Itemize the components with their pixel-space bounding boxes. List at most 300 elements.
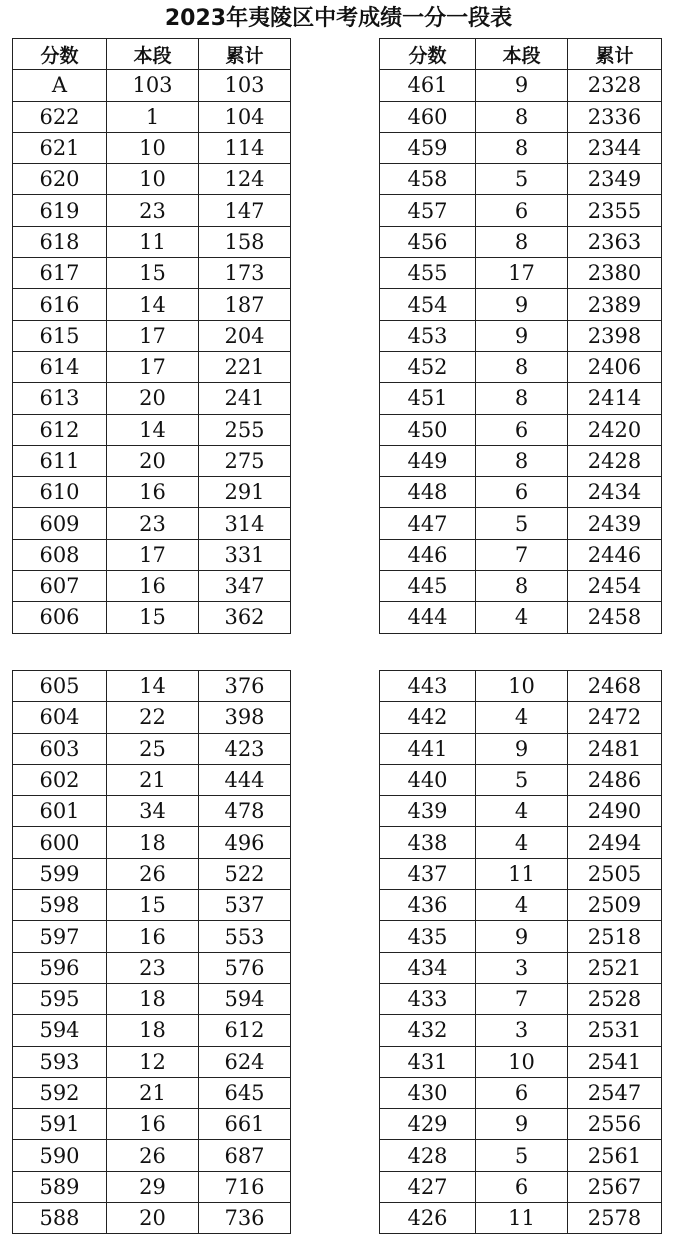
table-row — [13, 571, 291, 602]
cell-score: 460 — [380, 101, 476, 132]
cell-count: 9 — [476, 733, 568, 764]
cell-score: 434 — [380, 952, 476, 983]
cell-cumulative: 423 — [199, 733, 291, 764]
cell-count: 17 — [476, 258, 568, 289]
cell-count: 23 — [107, 508, 199, 539]
cell-score: 441 — [380, 733, 476, 764]
cell-score: 428 — [380, 1140, 476, 1171]
table-row — [13, 1140, 291, 1171]
cell-score: 612 — [13, 414, 107, 445]
cell-count: 7 — [476, 983, 568, 1014]
table-row — [380, 1203, 662, 1234]
cell-cumulative: 2518 — [568, 921, 662, 952]
cell-cumulative: 687 — [199, 1140, 291, 1171]
cell-score: 448 — [380, 477, 476, 508]
cell-count: 12 — [107, 1046, 199, 1077]
table-row — [13, 477, 291, 508]
cell-count: 6 — [476, 477, 568, 508]
cell-count: 9 — [476, 289, 568, 320]
cell-score: 453 — [380, 320, 476, 351]
table-row — [380, 764, 662, 795]
cell-count: 11 — [476, 858, 568, 889]
table-row — [13, 1203, 291, 1234]
cell-cumulative: 362 — [199, 602, 291, 633]
cell-score: 603 — [13, 733, 107, 764]
table-row — [13, 1171, 291, 1202]
cell-count: 10 — [476, 671, 568, 702]
table-row — [13, 1015, 291, 1046]
cell-score: 446 — [380, 539, 476, 570]
cell-count: 15 — [107, 890, 199, 921]
cell-count: 14 — [107, 289, 199, 320]
cell-count: 16 — [107, 477, 199, 508]
table-row — [13, 101, 291, 132]
cell-score: 605 — [13, 671, 107, 702]
cell-count: 10 — [107, 164, 199, 195]
table-row — [13, 602, 291, 633]
cell-cumulative: 204 — [199, 320, 291, 351]
table-row — [380, 477, 662, 508]
table-row — [380, 890, 662, 921]
table-row — [380, 671, 662, 702]
table-row — [380, 702, 662, 733]
cell-count: 3 — [476, 1015, 568, 1046]
cell-count: 16 — [107, 921, 199, 952]
cell-score: 459 — [380, 132, 476, 163]
cell-count: 7 — [476, 539, 568, 570]
cell-count: 15 — [107, 602, 199, 633]
header-count: 本段 — [107, 39, 199, 70]
cell-score: 621 — [13, 132, 107, 163]
cell-score: 622 — [13, 101, 107, 132]
cell-cumulative: 645 — [199, 1077, 291, 1108]
cell-count: 18 — [107, 1015, 199, 1046]
cell-score: A — [13, 70, 107, 101]
cell-count: 4 — [476, 890, 568, 921]
table-row — [380, 508, 662, 539]
cell-cumulative: 2454 — [568, 571, 662, 602]
cell-count: 5 — [476, 764, 568, 795]
table-row — [13, 921, 291, 952]
cell-cumulative: 221 — [199, 351, 291, 382]
cell-cumulative: 2439 — [568, 508, 662, 539]
table-row — [13, 764, 291, 795]
cell-count: 23 — [107, 195, 199, 226]
cell-count: 8 — [476, 226, 568, 257]
cell-count: 5 — [476, 508, 568, 539]
cell-cumulative: 376 — [199, 671, 291, 702]
table-row — [380, 164, 662, 195]
cell-count: 6 — [476, 414, 568, 445]
table-row — [380, 796, 662, 827]
score-table-bottom-right — [379, 670, 662, 1234]
cell-count: 8 — [476, 383, 568, 414]
cell-count: 23 — [107, 952, 199, 983]
table-row — [13, 132, 291, 163]
table-row — [13, 827, 291, 858]
cell-score: 614 — [13, 351, 107, 382]
table-row — [380, 602, 662, 633]
cell-cumulative: 2398 — [568, 320, 662, 351]
cell-count: 4 — [476, 702, 568, 733]
table-row — [380, 1015, 662, 1046]
cell-cumulative: 478 — [199, 796, 291, 827]
page-title: 2023年夷陵区中考成绩一分一段表 — [164, 6, 513, 31]
cell-count: 14 — [107, 671, 199, 702]
cell-score: 435 — [380, 921, 476, 952]
cell-cumulative: 173 — [199, 258, 291, 289]
cell-cumulative: 496 — [199, 827, 291, 858]
table-row — [13, 1046, 291, 1077]
table-row — [13, 258, 291, 289]
cell-cumulative: 2505 — [568, 858, 662, 889]
cell-cumulative: 612 — [199, 1015, 291, 1046]
table-row — [380, 1171, 662, 1202]
cell-score: 593 — [13, 1046, 107, 1077]
cell-count: 3 — [476, 952, 568, 983]
table-row — [13, 508, 291, 539]
cell-cumulative: 2578 — [568, 1203, 662, 1234]
cell-count: 21 — [107, 764, 199, 795]
cell-cumulative: 716 — [199, 1171, 291, 1202]
cell-cumulative: 2336 — [568, 101, 662, 132]
cell-cumulative: 661 — [199, 1109, 291, 1140]
cell-cumulative: 2528 — [568, 983, 662, 1014]
cell-score: 450 — [380, 414, 476, 445]
table-row — [380, 539, 662, 570]
table-header — [380, 39, 662, 70]
cell-cumulative: 2349 — [568, 164, 662, 195]
table-row — [380, 289, 662, 320]
score-table-bottom-left — [12, 670, 291, 1234]
cell-score: 442 — [380, 702, 476, 733]
table-row — [380, 226, 662, 257]
cell-score: 594 — [13, 1015, 107, 1046]
cell-score: 602 — [13, 764, 107, 795]
cell-cumulative: 104 — [199, 101, 291, 132]
table-row — [13, 1077, 291, 1108]
cell-cumulative: 736 — [199, 1203, 291, 1234]
cell-score: 607 — [13, 571, 107, 602]
cell-score: 600 — [13, 827, 107, 858]
cell-score: 452 — [380, 351, 476, 382]
cell-cumulative: 2472 — [568, 702, 662, 733]
score-table-top-right — [379, 38, 662, 634]
cell-cumulative: 2567 — [568, 1171, 662, 1202]
table-row — [380, 445, 662, 476]
table-row — [380, 1077, 662, 1108]
cell-count: 8 — [476, 351, 568, 382]
cell-cumulative: 241 — [199, 383, 291, 414]
cell-count: 9 — [476, 320, 568, 351]
cell-count: 11 — [476, 1203, 568, 1234]
cell-count: 1 — [107, 101, 199, 132]
cell-cumulative: 187 — [199, 289, 291, 320]
cell-score: 431 — [380, 1046, 476, 1077]
cell-score: 430 — [380, 1077, 476, 1108]
cell-cumulative: 444 — [199, 764, 291, 795]
table-row — [380, 1140, 662, 1171]
cell-cumulative: 2328 — [568, 70, 662, 101]
table-row — [13, 226, 291, 257]
cell-score: 596 — [13, 952, 107, 983]
cell-cumulative: 2509 — [568, 890, 662, 921]
cell-cumulative: 2380 — [568, 258, 662, 289]
cell-cumulative: 398 — [199, 702, 291, 733]
table-row — [380, 571, 662, 602]
table-row — [13, 289, 291, 320]
table-row — [13, 539, 291, 570]
cell-count: 6 — [476, 1171, 568, 1202]
cell-cumulative: 576 — [199, 952, 291, 983]
cell-score: 617 — [13, 258, 107, 289]
cell-count: 9 — [476, 1109, 568, 1140]
table-row — [380, 383, 662, 414]
table-row — [13, 983, 291, 1014]
cell-cumulative: 2468 — [568, 671, 662, 702]
cell-cumulative: 291 — [199, 477, 291, 508]
cell-cumulative: 2521 — [568, 952, 662, 983]
cell-count: 17 — [107, 351, 199, 382]
cell-score: 429 — [380, 1109, 476, 1140]
table-row — [13, 671, 291, 702]
cell-cumulative: 2494 — [568, 827, 662, 858]
cell-count: 20 — [107, 383, 199, 414]
cell-count: 14 — [107, 414, 199, 445]
table-row — [380, 414, 662, 445]
table-row — [13, 890, 291, 921]
cell-count: 5 — [476, 164, 568, 195]
cell-count: 20 — [107, 445, 199, 476]
cell-score: 458 — [380, 164, 476, 195]
cell-cumulative: 2363 — [568, 226, 662, 257]
cell-count: 11 — [107, 226, 199, 257]
cell-score: 461 — [380, 70, 476, 101]
cell-cumulative: 331 — [199, 539, 291, 570]
table-row — [380, 827, 662, 858]
score-table-top-left — [12, 38, 291, 634]
cell-score: 447 — [380, 508, 476, 539]
cell-count: 5 — [476, 1140, 568, 1171]
cell-count: 9 — [476, 70, 568, 101]
header-score: 分数 — [13, 39, 107, 70]
cell-score: 457 — [380, 195, 476, 226]
table-row — [13, 796, 291, 827]
cell-cumulative: 2486 — [568, 764, 662, 795]
cell-score: 589 — [13, 1171, 107, 1202]
cell-cumulative: 624 — [199, 1046, 291, 1077]
header-cumulative: 累计 — [568, 39, 662, 70]
cell-cumulative: 2344 — [568, 132, 662, 163]
table-row — [380, 1046, 662, 1077]
cell-score: 608 — [13, 539, 107, 570]
cell-count: 26 — [107, 858, 199, 889]
cell-score: 619 — [13, 195, 107, 226]
cell-score: 445 — [380, 571, 476, 602]
cell-count: 16 — [107, 571, 199, 602]
cell-cumulative: 2556 — [568, 1109, 662, 1140]
cell-cumulative: 2428 — [568, 445, 662, 476]
table-row — [13, 414, 291, 445]
cell-score: 433 — [380, 983, 476, 1014]
cell-cumulative: 2561 — [568, 1140, 662, 1171]
cell-count: 6 — [476, 195, 568, 226]
cell-score: 615 — [13, 320, 107, 351]
cell-count: 29 — [107, 1171, 199, 1202]
cell-cumulative: 2541 — [568, 1046, 662, 1077]
cell-score: 599 — [13, 858, 107, 889]
table-row — [380, 258, 662, 289]
header-count: 本段 — [476, 39, 568, 70]
cell-cumulative: 2434 — [568, 477, 662, 508]
table-row — [13, 164, 291, 195]
cell-score: 449 — [380, 445, 476, 476]
cell-cumulative: 147 — [199, 195, 291, 226]
cell-cumulative: 2547 — [568, 1077, 662, 1108]
cell-cumulative: 275 — [199, 445, 291, 476]
table-row — [13, 445, 291, 476]
cell-cumulative: 2420 — [568, 414, 662, 445]
cell-score: 443 — [380, 671, 476, 702]
cell-cumulative: 553 — [199, 921, 291, 952]
table-row — [380, 320, 662, 351]
table-row — [380, 101, 662, 132]
cell-score: 620 — [13, 164, 107, 195]
cell-cumulative: 255 — [199, 414, 291, 445]
table-row — [13, 1109, 291, 1140]
cell-count: 18 — [107, 983, 199, 1014]
table-row — [13, 320, 291, 351]
cell-cumulative: 594 — [199, 983, 291, 1014]
cell-count: 8 — [476, 101, 568, 132]
table-row — [380, 1109, 662, 1140]
cell-cumulative: 2481 — [568, 733, 662, 764]
cell-count: 4 — [476, 827, 568, 858]
table-row — [380, 70, 662, 101]
cell-count: 8 — [476, 571, 568, 602]
table-header — [13, 39, 291, 70]
cell-score: 438 — [380, 827, 476, 858]
cell-score: 427 — [380, 1171, 476, 1202]
cell-count: 8 — [476, 132, 568, 163]
cell-score: 588 — [13, 1203, 107, 1234]
cell-count: 9 — [476, 921, 568, 952]
cell-count: 22 — [107, 702, 199, 733]
table-row — [380, 195, 662, 226]
cell-count: 16 — [107, 1109, 199, 1140]
cell-count: 25 — [107, 733, 199, 764]
cell-count: 34 — [107, 796, 199, 827]
cell-score: 595 — [13, 983, 107, 1014]
cell-cumulative: 314 — [199, 508, 291, 539]
cell-score: 439 — [380, 796, 476, 827]
cell-score: 590 — [13, 1140, 107, 1171]
cell-count: 10 — [107, 132, 199, 163]
cell-score: 610 — [13, 477, 107, 508]
cell-score: 611 — [13, 445, 107, 476]
cell-cumulative: 114 — [199, 132, 291, 163]
cell-score: 613 — [13, 383, 107, 414]
table-row — [13, 383, 291, 414]
cell-score: 432 — [380, 1015, 476, 1046]
header-cumulative: 累计 — [199, 39, 291, 70]
cell-score: 606 — [13, 602, 107, 633]
cell-score: 436 — [380, 890, 476, 921]
cell-count: 21 — [107, 1077, 199, 1108]
cell-score: 604 — [13, 702, 107, 733]
cell-score: 440 — [380, 764, 476, 795]
table-row — [380, 952, 662, 983]
cell-score: 609 — [13, 508, 107, 539]
table-row — [380, 858, 662, 889]
cell-count: 4 — [476, 602, 568, 633]
cell-count: 20 — [107, 1203, 199, 1234]
cell-score: 598 — [13, 890, 107, 921]
table-row — [380, 921, 662, 952]
header-score: 分数 — [380, 39, 476, 70]
cell-score: 616 — [13, 289, 107, 320]
cell-score: 597 — [13, 921, 107, 952]
table-row — [13, 733, 291, 764]
table-row — [13, 952, 291, 983]
cell-count: 17 — [107, 320, 199, 351]
table-row — [380, 132, 662, 163]
table-row — [380, 351, 662, 382]
cell-score: 437 — [380, 858, 476, 889]
cell-count: 17 — [107, 539, 199, 570]
cell-cumulative: 2389 — [568, 289, 662, 320]
cell-count: 103 — [107, 70, 199, 101]
cell-cumulative: 2355 — [568, 195, 662, 226]
cell-cumulative: 2490 — [568, 796, 662, 827]
cell-score: 591 — [13, 1109, 107, 1140]
cell-score: 451 — [380, 383, 476, 414]
cell-count: 10 — [476, 1046, 568, 1077]
cell-cumulative: 124 — [199, 164, 291, 195]
cell-cumulative: 2531 — [568, 1015, 662, 1046]
cell-cumulative: 158 — [199, 226, 291, 257]
table-row — [380, 983, 662, 1014]
cell-cumulative: 537 — [199, 890, 291, 921]
cell-count: 4 — [476, 796, 568, 827]
cell-count: 8 — [476, 445, 568, 476]
table-row — [13, 195, 291, 226]
cell-score: 455 — [380, 258, 476, 289]
cell-count: 26 — [107, 1140, 199, 1171]
cell-cumulative: 2458 — [568, 602, 662, 633]
cell-score: 618 — [13, 226, 107, 257]
cell-score: 601 — [13, 796, 107, 827]
table-row — [13, 70, 291, 101]
cell-cumulative: 2414 — [568, 383, 662, 414]
table-row — [13, 351, 291, 382]
cell-cumulative: 522 — [199, 858, 291, 889]
cell-score: 426 — [380, 1203, 476, 1234]
table-row — [13, 858, 291, 889]
cell-count: 6 — [476, 1077, 568, 1108]
cell-cumulative: 347 — [199, 571, 291, 602]
cell-score: 454 — [380, 289, 476, 320]
cell-cumulative: 2406 — [568, 351, 662, 382]
cell-score: 592 — [13, 1077, 107, 1108]
cell-score: 444 — [380, 602, 476, 633]
cell-count: 18 — [107, 827, 199, 858]
table-row — [380, 733, 662, 764]
table-row — [13, 702, 291, 733]
cell-cumulative: 2446 — [568, 539, 662, 570]
cell-count: 15 — [107, 258, 199, 289]
cell-cumulative: 103 — [199, 70, 291, 101]
